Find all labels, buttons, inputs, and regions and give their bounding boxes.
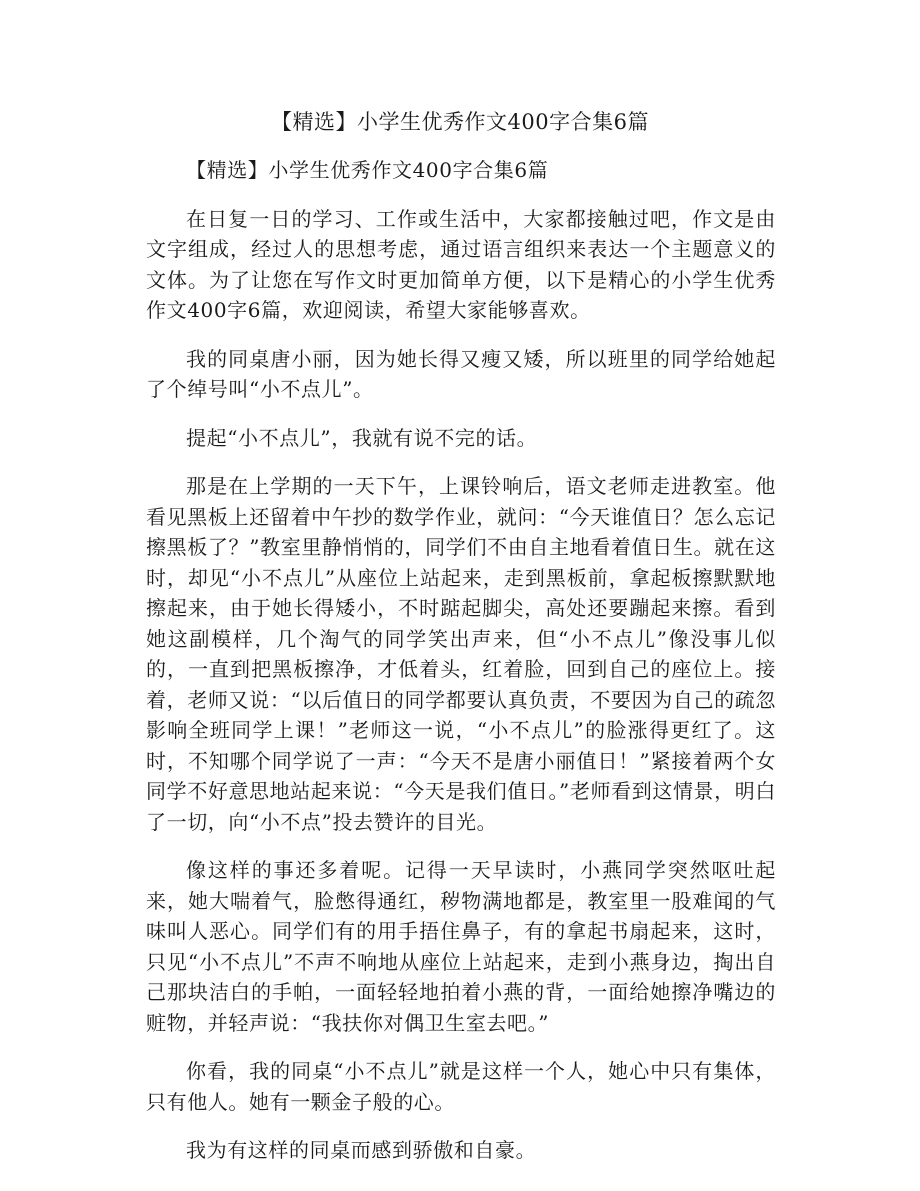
body-paragraph: 我的同桌唐小丽，因为她长得又瘦又矮，所以班里的同学给她起了个绰号叫“小不点儿”。 <box>146 346 776 401</box>
body-paragraph: 那是在上学期的一天下午，上课铃响后，语文老师走进教室。他看见黑板上还留着中午抄的数学作业，就问：“今天谁值日？怎么忘记擦黑板了？”教室里静悄悄的，同学们不由自主地看着值日生。就在这时，却见“小不点儿”从座位上站起来，走到黑板前，拿起板擦默默地擦起来，由于她长得矮小，不时踮起脚尖，高处还要蹦起来擦。看到她这副模样，几个淘气的同学笑出声来，但“小不点儿”像没事儿似的，一直到把黑板擦净，才低着头，红着脸，回到自己的座位上。接着，老师又说：“以后值日的同学都要认真负责，不要因为自己的疏忽影响全班同学上课！”老师这一说，“小不点儿”的脸涨得更红了。这时，不知哪个同学说了一声：“今天不是唐小丽值日！”紧接着两个女同学不好意思地站起来说：“今天是我们值日。”老师看到这情景，明白了一切，向“小不点”投去赞许的目光。 <box>146 474 776 834</box>
subtitle-paragraph: 【精选】小学生优秀作文400字合集6篇 <box>186 158 549 182</box>
document-body <box>146 155 776 1184</box>
body-paragraph: 像这样的事还多着呢。记得一天早读时，小燕同学突然呕吐起来，她大喘着气，脸憋得通红，秽物满地都是，教室里一股难闻的气味叫人恶心。同学们有的用手捂住鼻子，有的拿起书扇起来，这时，只见“小不点儿”不声不响地从座位上站起来，走到小燕身边，掏出自己那块洁白的手帕，一面轻轻地拍着小燕的背，一面给她擦净嘴边的赃物，并轻声说：“我扶你对偶卫生室去吧。” <box>146 858 776 1035</box>
intro-paragraph: 在日复一日的学习、工作或生活中，大家都接触过吧，作文是由文字组成，经过人的思想考虑，通过语言组织来表达一个主题意义的文体。为了让您在写作文时更加简单方便，以下是精心的小学生优秀作文400字6篇，欢迎阅读，希望大家能够喜欢。 <box>146 206 776 322</box>
document-title: 【精选】小学生优秀作文400字合集6篇 <box>271 110 649 134</box>
closing-paragraph: 我为有这样的同桌而感到骄傲和自豪。 <box>186 1138 537 1162</box>
body-paragraph: 你看，我的同桌“小不点儿”就是这样一个人，她心中只有集体，只有他人。她有一颗金子般的心。 <box>146 1059 776 1114</box>
body-paragraph: 提起“小不点儿”，我就有说不完的话。 <box>186 425 538 450</box>
